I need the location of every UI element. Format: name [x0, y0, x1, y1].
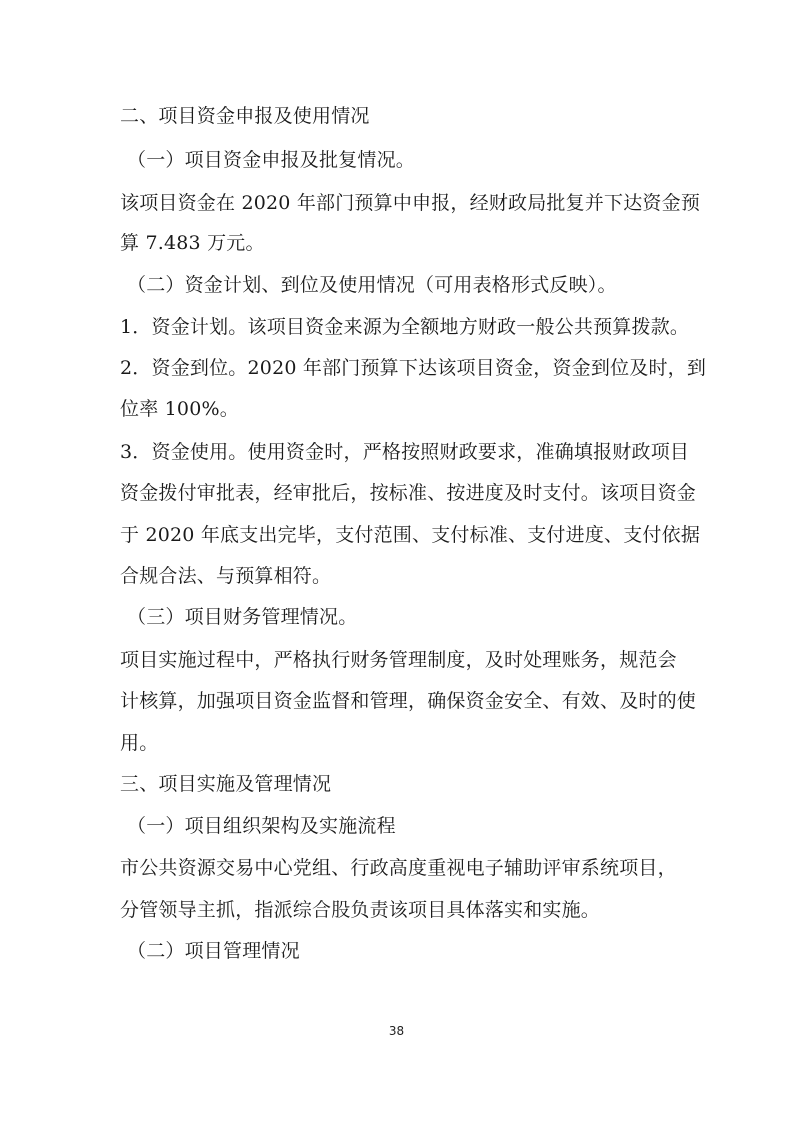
- list-item-3-line: 于 2020 年底支出完毕，支付范围、支付标准、支付进度、支付依据: [120, 524, 701, 546]
- paragraph-line: 计核算，加强项目资金监督和管理，确保资金安全、有效、及时的使: [120, 690, 697, 712]
- paragraph-line: 用。: [120, 732, 159, 754]
- section-3-title: 三、项目实施及管理情况: [120, 773, 332, 795]
- section-2-title: 二、项目资金申报及使用情况: [120, 105, 370, 127]
- section-2-3-title: （三）项目财务管理情况。: [127, 606, 358, 628]
- section-3-2-title: （二）项目管理情况: [127, 940, 300, 962]
- paragraph-line: 项目实施过程中，严格执行财务管理制度，及时处理账务，规范会: [120, 649, 677, 671]
- list-item-3-line: 合规合法、与预算相符。: [120, 565, 332, 587]
- paragraph-line: 分管领导主抓，指派综合股负责该项目具体落实和实施。: [120, 899, 601, 921]
- list-item-2-line: 位率 100%。: [120, 398, 239, 420]
- list-item-3-line: 3．资金使用。使用资金时，严格按照财政要求，准确填报财政项目: [120, 441, 690, 463]
- section-2-1-title: （一）项目资金申报及批复情况。: [127, 149, 416, 171]
- list-item-3-line: 资金拨付审批表，经审批后，按标准、按进度及时支付。该项目资金: [120, 482, 697, 504]
- paragraph-line: 算 7.483 万元。: [120, 232, 265, 254]
- section-2-2-title: （二）资金计划、到位及使用情况（可用表格形式反映）。: [127, 274, 617, 296]
- section-3-1-title: （一）项目组织架构及实施流程: [127, 815, 396, 837]
- paragraph-line: 市公共资源交易中心党组、行政高度重视电子辅助评审系统项目，: [120, 857, 677, 879]
- page-number: 38: [388, 1024, 405, 1038]
- list-item-1: 1．资金计划。该项目资金来源为全额地方财政一般公共预算拨款。: [120, 316, 690, 338]
- list-item-2-line: 2．资金到位。2020 年部门预算下达该项目资金，资金到位及时，到: [120, 357, 707, 379]
- paragraph-line: 该项目资金在 2020 年部门预算中申报，经财政局批复并下达资金预: [120, 192, 701, 214]
